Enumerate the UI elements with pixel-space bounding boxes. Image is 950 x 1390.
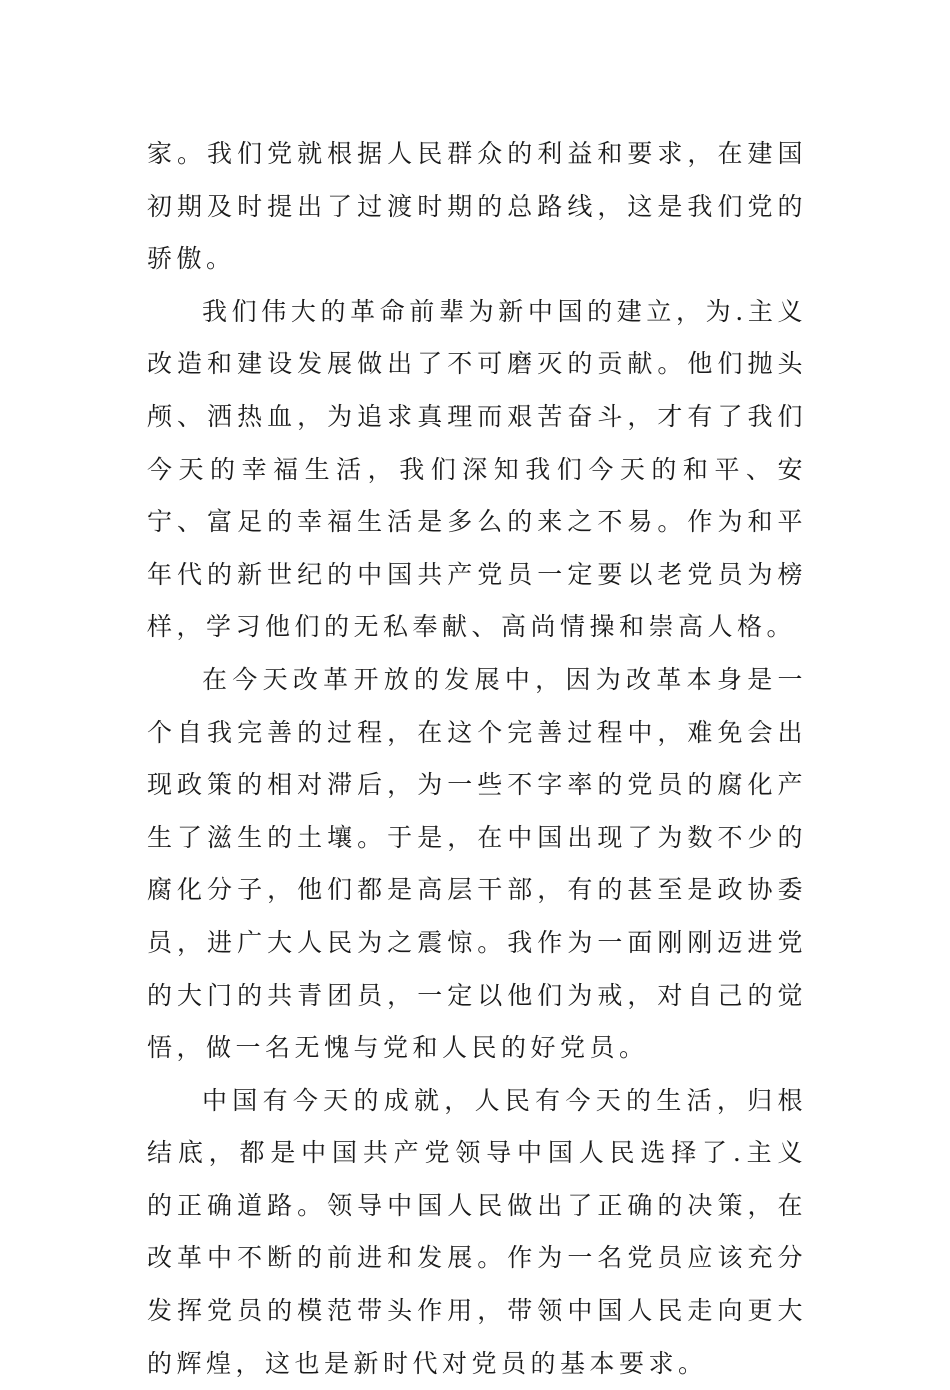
paragraph-reform-and-opening: 在今天改革开放的发展中，因为改革本身是一个自我完善的过程，在这个完善过程中，难免会出现政策的相对滞后，为一些不字率的党员的腐化产生了滋生的土壤。于是，在中国出现了为数不少的腐化分子，他们都是高层干部，有的甚至是政协委员，进广大人民为之震惊。我作为一面刚刚迈进党的大门的共青团员，一定以他们为戒，对自己的觉悟，做一名无愧与党和人民的好党员。: [147, 664, 807, 1063]
paragraph-revolutionary-predecessors: 我们伟大的革命前辈为新中国的建立，为.主义改造和建设发展做出了不可磨灭的贡献。他们抛头颅、洒热血，为追求真理而艰苦奋斗，才有了我们今天的幸福生活，我们深知我们今天的和平、安宁、富足的幸福生活是多么的来之不易。作为和平年代的新世纪的中国共产党员一定要以老党员为榜样，学习他们的无私奉献、高尚情操和崇高人格。: [147, 296, 807, 642]
document-body: [147, 128, 807, 1390]
paragraph-continuation: 家。我们党就根据人民群众的利益和要求，在建国初期及时提出了过渡时期的总路线，这是我们党的骄傲。: [147, 139, 807, 274]
paragraph-party-leadership: 中国有今天的成就，人民有今天的生活，归根结底，都是中国共产党领导中国人民选择了.主义的正确道路。领导中国人民做出了正确的决策，在改革中不断的前进和发展。作为一名党员应该充分发挥党员的模范带头作用，带领中国人民走向更大的辉煌，这也是新时代对党员的基本要求。: [147, 1085, 807, 1378]
